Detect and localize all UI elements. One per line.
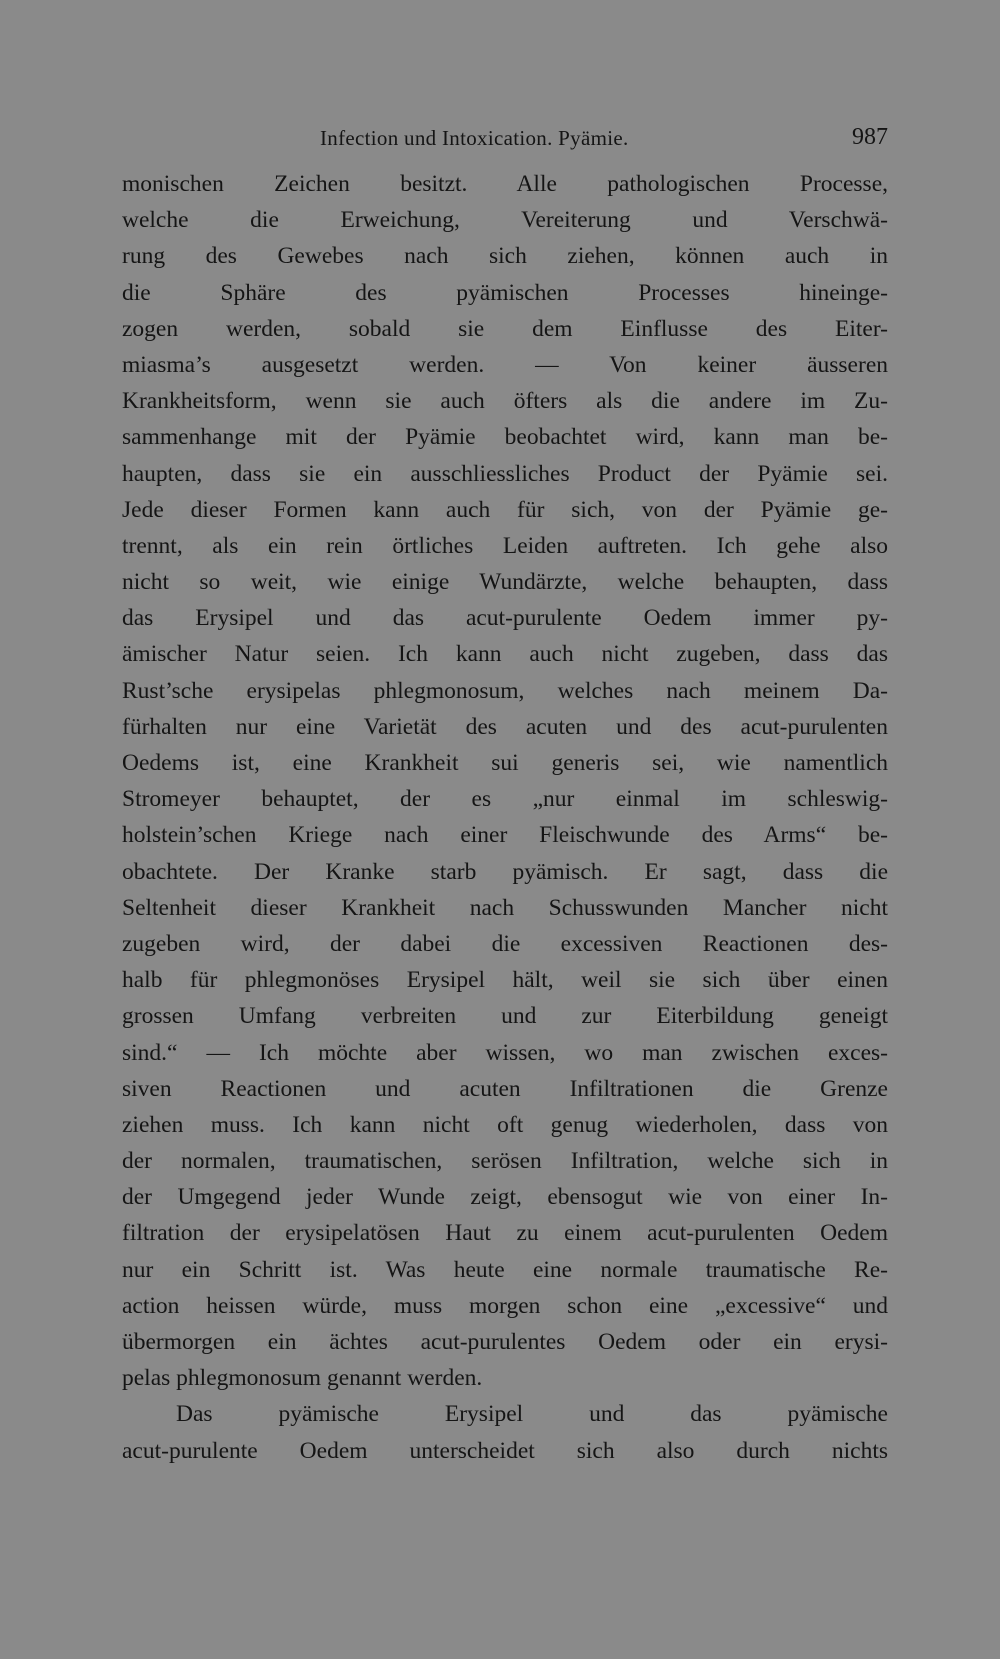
document-page: [122, 122, 888, 1469]
text-line: obachtete. Der Kranke starb pyämisch. Er sagt, dass die: [122, 858, 888, 885]
text-line: pelas phlegmonosum genannt werden.: [122, 1365, 483, 1392]
text-line: nicht so weit, wie einige Wundärzte, welche behaupten, dass: [122, 569, 888, 596]
text-line: siven Reactionen und acuten Infiltrationen die Grenze: [122, 1075, 888, 1102]
text-line: zugeben wird, der dabei die excessiven Reactionen des-: [122, 930, 888, 957]
running-head-title: Infection und Intoxication. Pyämie.: [320, 126, 629, 150]
text-line: das Erysipel und das acut-purulente Oedem immer py-: [122, 605, 888, 632]
text-line: der Umgegend jeder Wunde zeigt, ebensogut wie von einer In-: [122, 1184, 888, 1211]
text-line: Stromeyer behauptet, der es „nur einmal im schleswig-: [122, 786, 888, 813]
page-number: 987: [852, 124, 888, 150]
text-line: halb für phlegmonöses Erysipel hält, weil sie sich über einen: [122, 967, 888, 994]
text-line: fürhalten nur eine Varietät des acuten und des acut-purulenten: [122, 713, 888, 740]
text-line: Seltenheit dieser Krankheit nach Schusswunden Mancher nicht: [122, 894, 888, 921]
text-line: Oedems ist, eine Krankheit sui generis sei, wie namentlich: [122, 750, 888, 776]
text-line: Rust’sche erysipelas phlegmonosum, welches nach meinem Da-: [122, 677, 888, 704]
paragraph: [122, 1396, 888, 1468]
text-line: ämischer Natur seien. Ich kann auch nicht zugeben, dass das: [122, 641, 888, 668]
text-line: miasma’s ausgesetzt werden. — Von keiner äusseren: [122, 351, 888, 378]
paragraph: [122, 166, 888, 1396]
text-line: monischen Zeichen besitzt. Alle pathologischen Processe,: [122, 171, 888, 197]
text-line: sind.“ — Ich möchte aber wissen, wo man zwischen exces-: [122, 1039, 888, 1066]
text-line: nur ein Schritt ist. Was heute eine normale traumatische Re-: [122, 1256, 888, 1283]
text-line: die Sphäre des pyämischen Processes hineinge-: [122, 279, 888, 306]
text-line: action heissen würde, muss morgen schon eine „excessive“ und: [122, 1292, 888, 1319]
text-line: Das pyämische Erysipel und das pyämische: [176, 1401, 888, 1428]
text-line: acut-purulente Oedem unterscheidet sich also durch nichts: [122, 1437, 888, 1464]
text-line: sammenhange mit der Pyämie beobachtet wird, kann man be-: [122, 424, 888, 451]
text-line: trennt, als ein rein örtliches Leiden auftreten. Ich gehe also: [122, 532, 888, 559]
text-line: Jede dieser Formen kann auch für sich, von der Pyämie ge-: [122, 496, 888, 523]
text-line: haupten, dass sie ein ausschliessliches Product der Pyämie sei.: [122, 460, 888, 487]
text-line: welche die Erweichung, Vereiterung und Verschwä-: [122, 207, 888, 234]
text-line: zogen werden, sobald sie dem Einflusse des Eiter-: [122, 315, 888, 342]
text-line: ziehen muss. Ich kann nicht oft genug wiederholen, dass von: [122, 1111, 888, 1138]
text-line: holstein’schen Kriege nach einer Fleischwunde des Arms“ be-: [122, 822, 888, 849]
body-text: [122, 166, 888, 1469]
text-line: der normalen, traumatischen, serösen Infiltration, welche sich in: [122, 1148, 888, 1175]
text-line: grossen Umfang verbreiten und zur Eiterbildung geneigt: [122, 1003, 888, 1030]
text-line: Krankheitsform, wenn sie auch öfters als die andere im Zu-: [122, 388, 888, 415]
text-line: übermorgen ein ächtes acut-purulentes Oedem oder ein erysi-: [122, 1329, 888, 1355]
text-line: rung des Gewebes nach sich ziehen, können auch in: [122, 243, 888, 270]
running-head: [122, 122, 888, 158]
text-line: filtration der erysipelatösen Haut zu einem acut-purulenten Oedem: [122, 1220, 888, 1247]
